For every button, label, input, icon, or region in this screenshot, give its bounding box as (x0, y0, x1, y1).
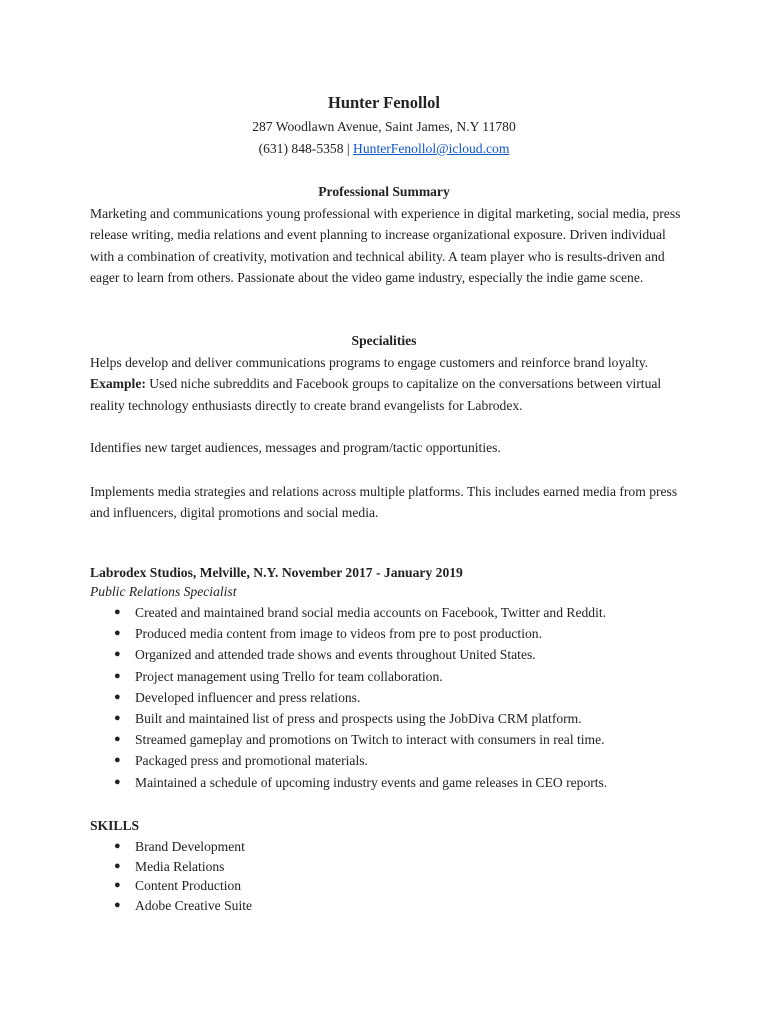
specialities-paragraph-3: Implements media strategies and relations across multiple platforms. This includes earned media from press and influencers, digital promotions and social media. (90, 484, 678, 521)
list-item: ● Built and maintained list of press and prospects using the JobDiva CRM platform. (90, 708, 710, 729)
list-item: ● Developed influencer and press relations. (90, 687, 710, 708)
contact-line (0, 138, 768, 160)
list-item: ● Project management using Trello for team collaboration. (90, 666, 710, 687)
list-item: ● Media Relations (90, 857, 710, 877)
summary-text (90, 203, 690, 289)
bullet-icon: ● (114, 648, 121, 661)
job-title: Labrodex Studios, Melville, N.Y. November 2017 - January 2019 (90, 565, 463, 580)
list-item: ● Brand Development (90, 837, 710, 857)
list-item: ● Created and maintained brand social media accounts on Facebook, Twitter and Reddit. (90, 602, 710, 623)
phone: (631) 848-5358 | (258, 141, 350, 156)
bullet-icon: ● (114, 733, 121, 746)
bullet-icon: ● (114, 898, 121, 911)
bullet-icon: ● (114, 859, 121, 872)
address: 287 Woodlawn Avenue, Saint James, N.Y 11780 (252, 119, 516, 134)
p1-text-a: Helps develop and deliver communications programs to engage customers and reinforce brand loyalty. (90, 355, 649, 370)
specialities-paragraph-1 (90, 352, 690, 416)
experience-bullets (90, 602, 710, 793)
list-item: ● Adobe Creative Suite (90, 896, 710, 916)
p1-text-b: Used niche subreddits and Facebook groups to capitalize on the conversations between virtual reality technology enthusiasts directly to create brand evangelists for Labrodex. (90, 376, 662, 413)
specialities-p1 (90, 352, 690, 416)
bullet-icon: ● (114, 606, 121, 618)
skills-heading: SKILLS (90, 818, 140, 833)
list-item: ● Packaged press and promotional materials. (90, 750, 710, 771)
email-link[interactable]: HunterFenollol@icloud.com (353, 141, 510, 156)
list-item: ● Maintained a schedule of upcoming industry events and game releases in CEO reports. (90, 772, 710, 793)
skills-list (90, 837, 710, 915)
bullet-icon: ● (114, 879, 121, 891)
bullet-icon: ● (114, 690, 121, 703)
bullet-icon: ● (114, 627, 121, 640)
bullet-icon: ● (114, 840, 121, 852)
specialities-p2 (90, 437, 690, 458)
bullet-icon: ● (114, 712, 121, 725)
bullet-icon: ● (114, 775, 121, 788)
candidate-name: Hunter Fenollol (328, 93, 440, 112)
bullet-icon: ● (114, 754, 121, 767)
list-item: ● Content Production (90, 876, 710, 896)
summary-heading: Professional Summary (318, 184, 450, 199)
specialities-heading: Specialities (351, 333, 417, 348)
list-item: ● Produced media content from image to videos from pre to post production. (90, 623, 710, 644)
list-item: ● Streamed gameplay and promotions on Twitch to interact with consumers in real time. (90, 729, 710, 750)
p1-example-label: Example: (90, 376, 146, 392)
specialities-paragraph-2: Identifies new target audiences, messages and program/tactic opportunities. (90, 440, 501, 455)
list-item: ● Organized and attended trade shows and events throughout United States. (90, 644, 710, 665)
summary-paragraph: Marketing and communications young professional with experience in digital marketing, social media, press release writing, media relations and event planning to increase organizational exposure. Driven individual with a combination of creativity, motivation and technical ability. A team player who is results-driven and eager to learn from others. Passionate about the video game industry, especially the indie game scene. (90, 206, 681, 286)
specialities-p3 (90, 481, 690, 524)
job-role: Public Relations Specialist (90, 584, 237, 599)
bullet-icon: ● (114, 669, 121, 682)
